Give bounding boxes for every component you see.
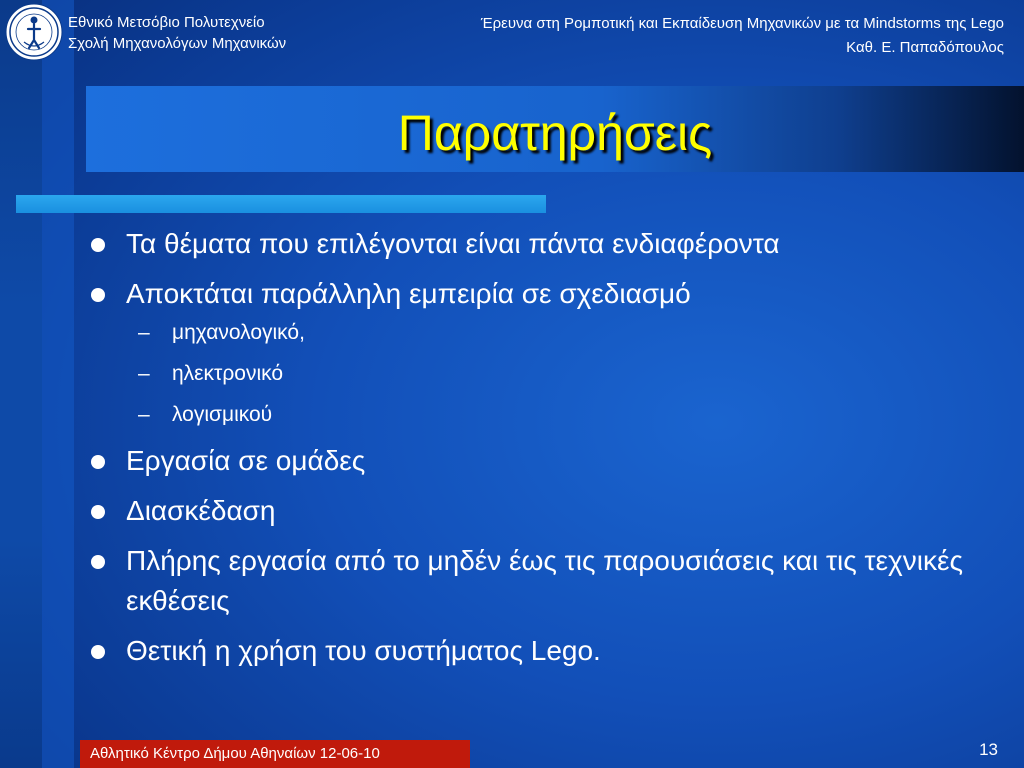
bullet-item [88,274,988,314]
bullet-item [88,631,988,671]
institution-name: Εθνικό Μετσόβιο Πολυτεχνείο [68,14,265,31]
course-title: Έρευνα στη Ρομποτική και Εκπαίδευση Μηχανικών με τα Mindstorms της Lego [480,15,1004,32]
bullet-dot-icon [91,645,105,659]
bullet-item [88,491,988,531]
sub-bullet-text: ηλεκτρονικό [172,362,284,385]
left-decor-band-inner [42,0,74,768]
author-name: Καθ. Ε. Παπαδόπουλος [846,39,1004,56]
bullet-text: Διασκέδαση [126,495,276,526]
bullet-dot-icon [91,505,105,519]
bullet-text: Πλήρης εργασία από το μηδέν έως τις παρουσιάσεις και τις τεχνικές εκθέσεις [126,545,963,616]
left-decor-band [0,0,42,768]
course-header [481,12,1004,60]
bullet-dot-icon [91,455,105,469]
dash-marker: – [138,362,150,385]
bullet-dot-icon [91,555,105,569]
dash-marker: – [138,403,150,426]
bullet-item [88,441,988,481]
bullet-dot-icon [91,238,105,252]
school-name: Σχολή Μηχανολόγων Μηχανικών [68,35,287,52]
sub-bullet-item [88,318,988,348]
institution-header [68,12,286,54]
bullet-text: Εργασία σε ομάδες [126,445,366,476]
dash-marker: – [138,321,150,344]
bullet-text: Τα θέματα που επιλέγονται είναι πάντα ενδιαφέροντα [126,228,780,259]
bullet-text: Αποκτάται παράλληλη εμπειρία σε σχεδιασμό [126,278,691,309]
footer-event-label: Αθλητικό Κέντρο Δήμου Αθηναίων 12-06-10 [80,740,470,768]
bullet-item [88,541,976,621]
bullet-text: Θετική η χρήση του συστήματος Lego. [126,635,601,666]
sub-bullet-item [88,359,988,389]
university-seal-icon [4,2,64,62]
sub-bullet-list [88,318,988,430]
bullet-list [88,224,988,681]
page-number: 13 [979,740,998,759]
slide-title: Παρατηρήσεις [397,105,713,161]
sub-bullet-text: μηχανολογικό, [172,321,305,344]
sub-bullet-item [88,400,988,430]
title-divider [16,195,546,213]
bullet-dot-icon [91,288,105,302]
sub-bullet-text: λογισμικού [172,403,273,426]
bullet-item [88,224,988,264]
